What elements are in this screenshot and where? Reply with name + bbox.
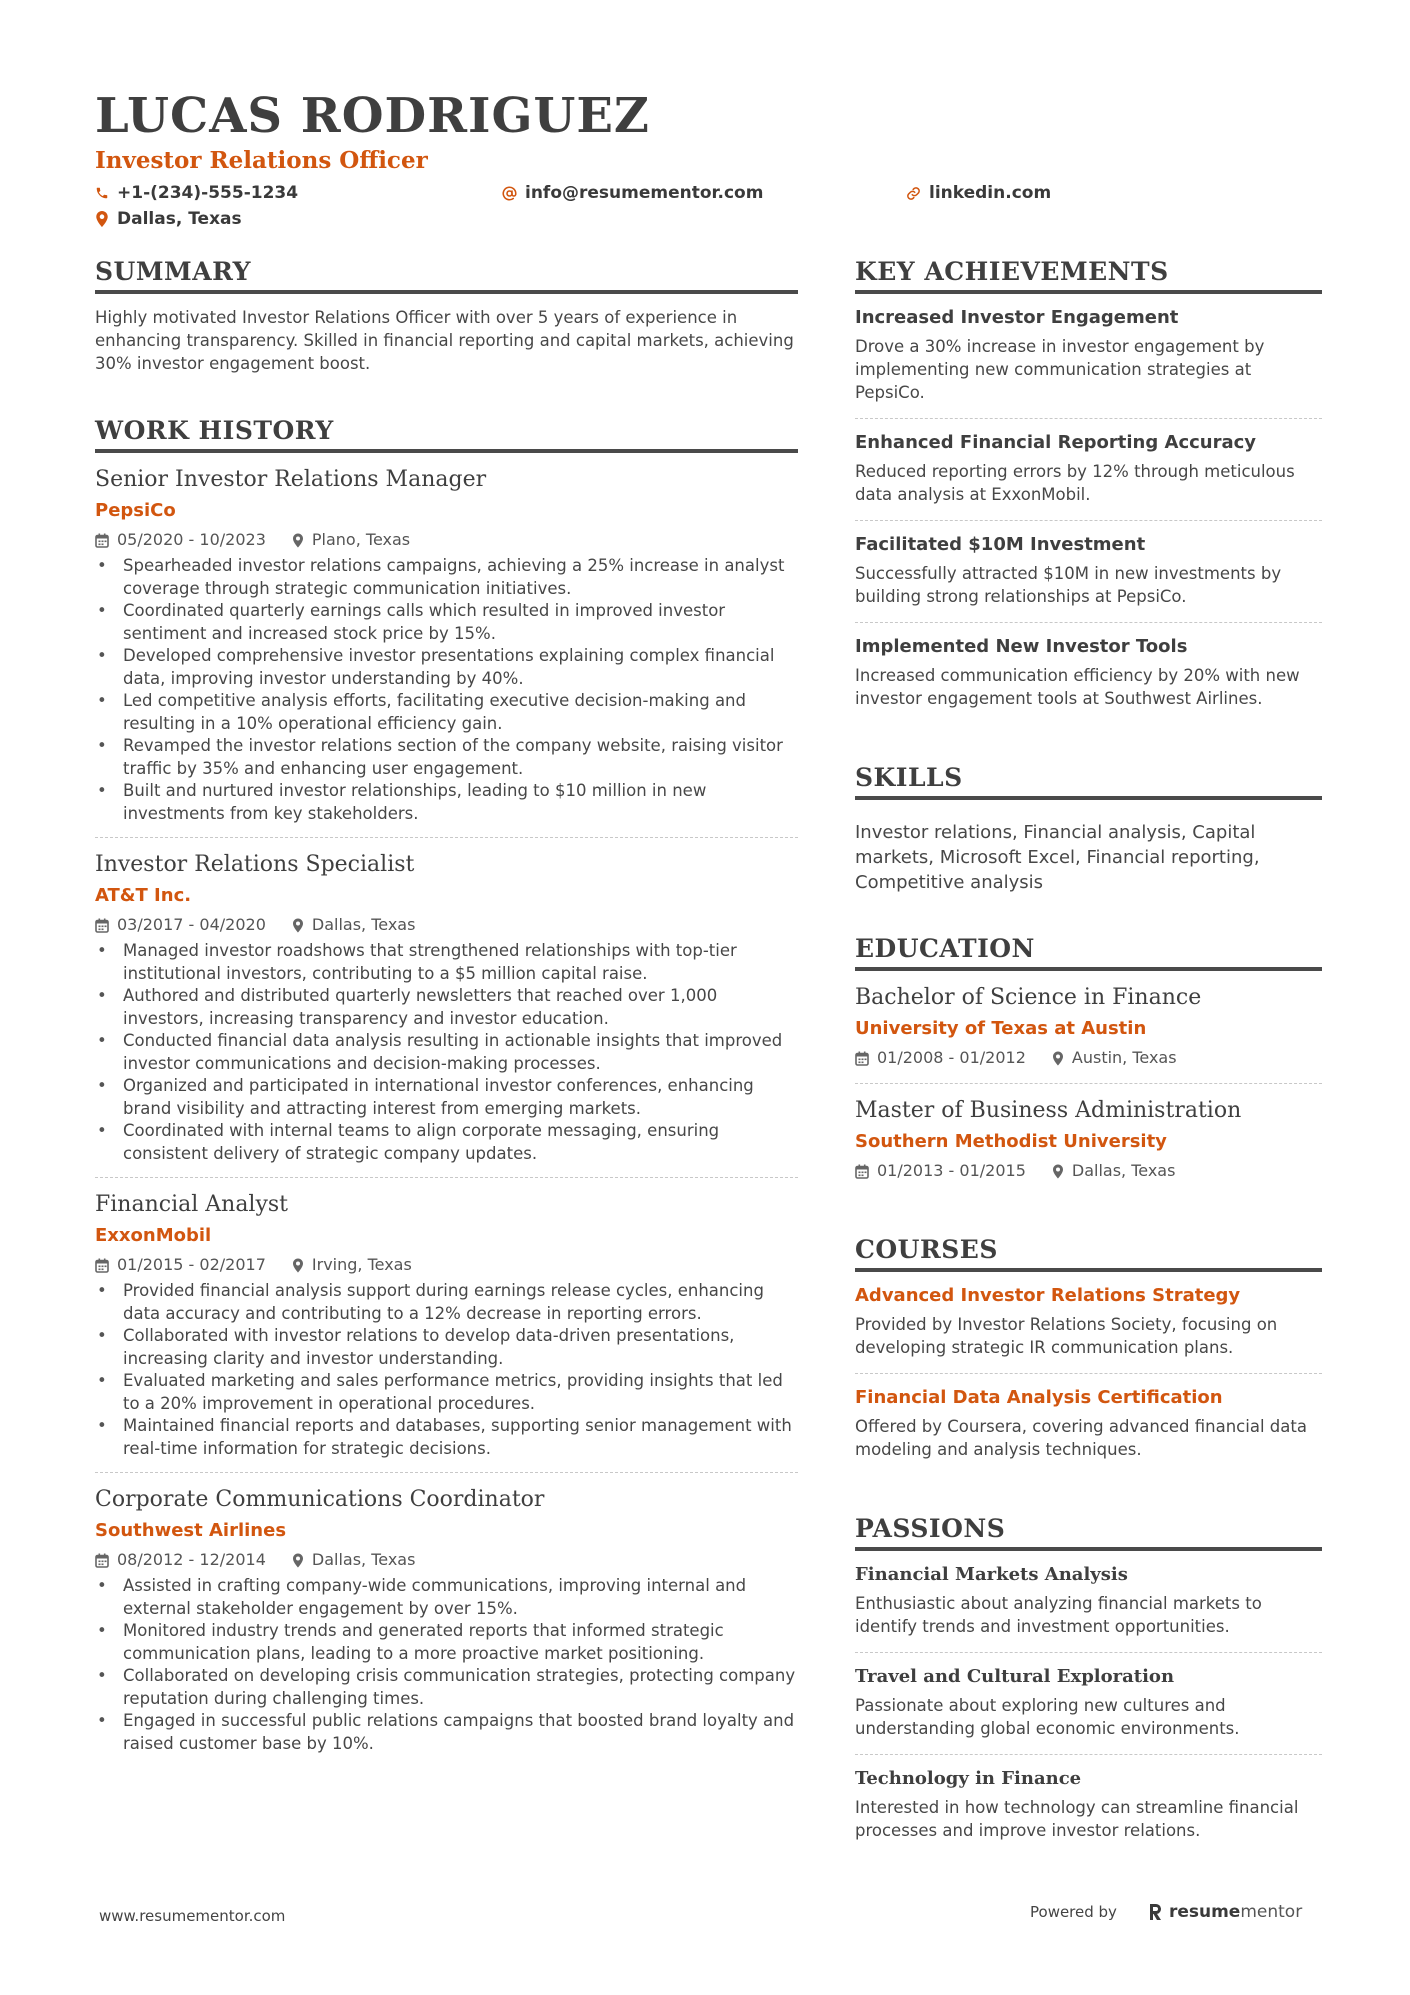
email-contact[interactable] (502, 180, 906, 206)
bullet-item: • Revamped the investor relations section of the company website, raising visitor traffic by 35% and enhancing user engagement. (95, 735, 798, 780)
courses-heading: COURSES (855, 1234, 1322, 1272)
passion-description: Interested in how technology can streamline financial processes and improve investor relations. (855, 1798, 1299, 1840)
date-text: 01/2008 - 01/2012 (877, 1048, 1026, 1067)
date-text: 08/2012 - 12/2014 (117, 1550, 266, 1569)
bullet-item: • Assisted in crafting company-wide communications, improving internal and external stakeholder engagement by over 15%. (95, 1575, 798, 1620)
bullet-list (95, 555, 798, 825)
skills-section (855, 762, 1322, 895)
passion-item (855, 1653, 1322, 1755)
course-title: Financial Data Analysis Certification (855, 1387, 1223, 1408)
date-location-row (95, 914, 798, 936)
degree-name: Master of Business Administration (855, 1098, 1242, 1123)
left-column (95, 256, 798, 1767)
location-text: Dallas, Texas (311, 915, 416, 934)
passion-title: Travel and Cultural Exploration (855, 1666, 1175, 1687)
date-range (95, 529, 266, 551)
candidate-name: LUCAS RODRIGUEZ (95, 88, 650, 144)
company-name: ExxonMobil (95, 1225, 212, 1246)
passions-section (855, 1513, 1322, 1856)
skills-heading: SKILLS (855, 762, 1322, 800)
bullet-list (95, 940, 798, 1165)
date-range (95, 1549, 266, 1571)
powered-by-text: Powered by (1030, 1903, 1117, 1921)
passion-description: Enthusiastic about analyzing financial markets to identify trends and investment opportunities. (855, 1594, 1262, 1636)
phone-text: +1-(234)-555-1234 (117, 183, 299, 203)
contact-row (95, 180, 1325, 206)
course-item (855, 1272, 1322, 1374)
location-contact (95, 206, 242, 232)
bullet-list (95, 1280, 798, 1460)
bullet-item: • Collaborated on developing crisis communication strategies, protecting company reputation during challenging times. (95, 1665, 798, 1710)
calendar-icon (95, 1553, 109, 1568)
date-location-row (95, 1254, 798, 1276)
job-entry (95, 1178, 798, 1473)
course-item (855, 1374, 1322, 1475)
map-pin-icon (1052, 1164, 1064, 1179)
company-name: Southwest Airlines (95, 1520, 287, 1541)
bullet-item: • Monitored industry trends and generated reports that informed strategic communication plans, leading to a more proactive market positioning. (95, 1620, 798, 1665)
bullet-item: • Authored and distributed quarterly newsletters that reached over 1,000 investors, increasing transparency and investor education. (95, 985, 798, 1030)
date-location-row (95, 529, 798, 551)
course-description: Offered by Coursera, covering advanced financial data modeling and analysis techniques. (855, 1417, 1307, 1459)
bullet-item: • Engaged in successful public relations campaigns that boosted brand loyalty and raised customer base by 10%. (95, 1710, 798, 1755)
map-pin-icon (292, 533, 304, 548)
skills-text: Investor relations, Financial analysis, Capital markets, Microsoft Excel, Financial reporting, Competitive analysis (855, 822, 1260, 893)
bullet-item: • Led competitive analysis efforts, facilitating executive decision-making and resulting in a 10% operational efficiency gain. (95, 690, 798, 735)
job-title: Financial Analyst (95, 1192, 289, 1217)
candidate-title: Investor Relations Officer (95, 147, 428, 174)
job-title: Investor Relations Specialist (95, 852, 415, 877)
passion-item (855, 1551, 1322, 1653)
achievement-title: Facilitated $10M Investment (855, 534, 1146, 555)
work-history-section (95, 415, 798, 1767)
summary-text: Highly motivated Investor Relations Officer with over 5 years of experience in enhancing transparency. Skilled in financial reporting and capital markets, achieving 30% investor engagement boost. (95, 308, 794, 373)
location (1052, 1160, 1176, 1182)
job-entry (95, 838, 798, 1178)
company-name: AT&T Inc. (95, 885, 192, 906)
company-name: PepsiCo (95, 500, 176, 521)
achievement-description: Successfully attracted $10M in new investments by building strong relationships at PepsiCo. (855, 564, 1282, 606)
brand-logo[interactable] (1147, 1902, 1302, 1922)
linkedin-contact[interactable] (906, 180, 1051, 206)
calendar-icon (855, 1164, 869, 1179)
bullet-item: • Organized and participated in international investor conferences, enhancing brand visibility and attracting interest from emerging markets. (95, 1075, 798, 1120)
achievement-description: Increased communication efficiency by 20% with new investor engagement tools at Southwest Airlines. (855, 666, 1300, 708)
calendar-icon (855, 1051, 869, 1066)
location-row (95, 206, 1325, 232)
date-range (95, 1254, 266, 1276)
degree-name: Bachelor of Science in Finance (855, 985, 1202, 1010)
map-pin-icon (292, 1553, 304, 1568)
course-list (855, 1272, 1322, 1475)
date-range (855, 1160, 1026, 1182)
passion-title: Financial Markets Analysis (855, 1564, 1128, 1585)
location-text: Dallas, Texas (117, 209, 242, 229)
date-location-row (95, 1549, 798, 1571)
course-title: Advanced Investor Relations Strategy (855, 1285, 1241, 1306)
resumementor-logo-icon (1147, 1902, 1163, 1922)
bullet-item: • Managed investor roadshows that strengthened relationships with top-tier institutional investors, contributing to a $5 million capital raise. (95, 940, 798, 985)
summary-heading: SUMMARY (95, 256, 798, 294)
job-entry (95, 453, 798, 838)
job-title: Senior Investor Relations Manager (95, 467, 487, 492)
passions-heading: PASSIONS (855, 1513, 1322, 1551)
passion-list (855, 1551, 1322, 1856)
date-location-row (855, 1047, 1322, 1069)
achievement-item (855, 623, 1322, 724)
job-list (95, 453, 798, 1767)
achievement-list (855, 294, 1322, 724)
school-name: University of Texas at Austin (855, 1018, 1147, 1039)
date-range (855, 1047, 1026, 1069)
map-pin-icon (95, 211, 109, 227)
link-icon (906, 186, 921, 201)
location (292, 529, 410, 551)
achievement-item (855, 419, 1322, 521)
bullet-item: • Provided financial analysis support during earnings release cycles, enhancing data accuracy and contributing to a 12% decrease in reporting errors. (95, 1280, 798, 1325)
location-text: Plano, Texas (311, 530, 411, 549)
bullet-item: • Spearheaded investor relations campaigns, achieving a 25% increase in analyst coverage through strategic communication initiatives. (95, 555, 798, 600)
passion-item (855, 1755, 1322, 1856)
education-item (855, 1084, 1322, 1196)
education-section (855, 933, 1322, 1196)
calendar-icon (95, 918, 109, 933)
footer-website[interactable]: www.resumementor.com (99, 1907, 286, 1925)
achievements-heading: KEY ACHIEVEMENTS (855, 256, 1322, 294)
education-item (855, 971, 1322, 1084)
map-pin-icon (292, 918, 304, 933)
email-text[interactable]: info@resumementor.com (525, 183, 764, 203)
education-heading: EDUCATION (855, 933, 1322, 971)
job-title: Corporate Communications Coordinator (95, 1487, 545, 1512)
at-icon (502, 186, 517, 201)
bullet-item: • Collaborated with investor relations to develop data-driven presentations, increasing clarity and investor understanding. (95, 1325, 798, 1370)
education-list (855, 971, 1322, 1196)
location (1052, 1047, 1177, 1069)
resume-header (95, 88, 1325, 232)
date-location-row (855, 1160, 1322, 1182)
courses-section (855, 1234, 1322, 1475)
map-pin-icon (1052, 1051, 1064, 1066)
date-text: 01/2013 - 01/2015 (877, 1161, 1026, 1180)
achievement-description: Drove a 30% increase in investor engagement by implementing new communication strategies at PepsiCo. (855, 337, 1265, 402)
bullet-item: • Coordinated quarterly earnings calls which resulted in improved investor sentiment and increased stock price by 15%. (95, 600, 798, 645)
date-text: 01/2015 - 02/2017 (117, 1255, 266, 1274)
linkedin-text[interactable]: linkedin.com (929, 183, 1052, 203)
date-text: 05/2020 - 10/2023 (117, 530, 266, 549)
bullet-item: • Evaluated marketing and sales performance metrics, providing insights that led to a 20% improvement in operational procedures. (95, 1370, 798, 1415)
achievements-section (855, 256, 1322, 724)
date-text: 03/2017 - 04/2020 (117, 915, 266, 934)
passion-title: Technology in Finance (855, 1768, 1082, 1789)
achievement-title: Implemented New Investor Tools (855, 636, 1188, 657)
brand-light: mentor (1240, 1902, 1303, 1922)
location (292, 914, 416, 936)
bullet-item: • Developed comprehensive investor presentations explaining complex financial data, improving investor understanding by 40%. (95, 645, 798, 690)
bullet-item: • Conducted financial data analysis resulting in actionable insights that improved investor communications and decision-making processes. (95, 1030, 798, 1075)
achievement-item (855, 294, 1322, 419)
phone-contact (95, 180, 502, 206)
footer-branding (1030, 1902, 1302, 1922)
bullet-item: • Maintained financial reports and databases, supporting senior management with real-time information for strategic decisions. (95, 1415, 798, 1460)
date-range (95, 914, 266, 936)
location (292, 1254, 412, 1276)
location-text: Irving, Texas (311, 1255, 412, 1274)
location (292, 1549, 416, 1571)
calendar-icon (95, 533, 109, 548)
calendar-icon (95, 1258, 109, 1273)
summary-section (95, 256, 798, 375)
bullet-item: • Coordinated with internal teams to align corporate messaging, ensuring consistent delivery of strategic company updates. (95, 1120, 798, 1165)
achievement-title: Enhanced Financial Reporting Accuracy (855, 432, 1257, 453)
phone-icon (95, 186, 109, 200)
location-text: Dallas, Texas (1071, 1161, 1176, 1180)
location-text: Austin, Texas (1071, 1048, 1177, 1067)
passion-description: Passionate about exploring new cultures and understanding global economic environments. (855, 1696, 1240, 1738)
bullet-item: • Built and nurtured investor relationships, leading to $10 million in new investments from key stakeholders. (95, 780, 798, 825)
right-column (855, 256, 1322, 1856)
location-text: Dallas, Texas (311, 1550, 416, 1569)
bullet-list (95, 1575, 798, 1755)
map-pin-icon (292, 1258, 304, 1273)
course-description: Provided by Investor Relations Society, focusing on developing strategic IR communication plans. (855, 1315, 1278, 1357)
job-entry (95, 1473, 798, 1767)
school-name: Southern Methodist University (855, 1131, 1167, 1152)
brand-bold: resume (1168, 1902, 1241, 1922)
work-history-heading: WORK HISTORY (95, 415, 798, 453)
achievement-item (855, 521, 1322, 623)
achievement-description: Reduced reporting errors by 12% through meticulous data analysis at ExxonMobil. (855, 462, 1295, 504)
achievement-title: Increased Investor Engagement (855, 307, 1179, 328)
